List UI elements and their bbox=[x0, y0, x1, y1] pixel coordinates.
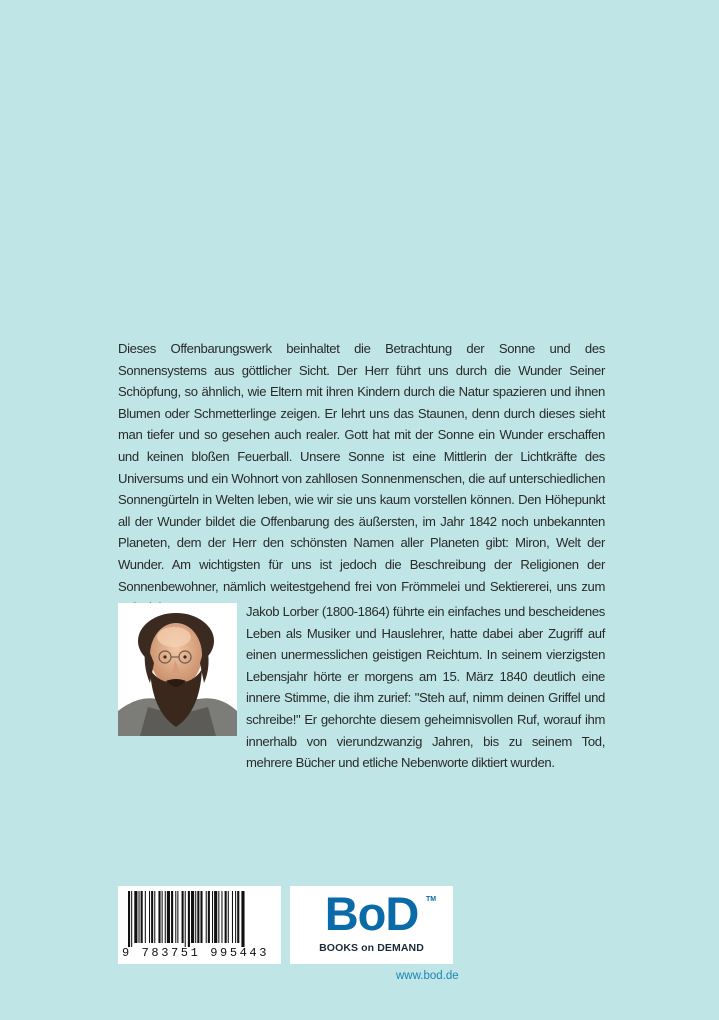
publisher-website-link[interactable]: www.bod.de bbox=[396, 970, 459, 982]
barcode-bar bbox=[214, 891, 217, 943]
barcode-bar bbox=[162, 891, 163, 943]
trademark-mark: TM bbox=[426, 896, 437, 903]
barcode-bar bbox=[206, 891, 207, 943]
barcode-bar bbox=[195, 891, 196, 943]
barcode-bar bbox=[200, 891, 202, 943]
barcode-bar bbox=[151, 891, 153, 943]
barcode-bar bbox=[235, 891, 236, 943]
barcode-bar bbox=[228, 891, 229, 943]
isbn-digits: 9 783751 995443 bbox=[122, 946, 270, 960]
barcode-bar bbox=[177, 891, 178, 943]
barcode-bar bbox=[208, 891, 210, 943]
barcode-bar bbox=[141, 891, 143, 943]
barcode-bar bbox=[218, 891, 219, 943]
bod-logo: BoD bbox=[324, 887, 419, 940]
barcode-bar bbox=[171, 891, 173, 943]
barcode-bar bbox=[212, 891, 213, 943]
barcode-bar bbox=[158, 891, 160, 943]
barcode-bar bbox=[225, 891, 227, 943]
barcode-bar bbox=[154, 891, 155, 943]
barcode-bar bbox=[134, 891, 137, 943]
barcode-bar bbox=[241, 891, 244, 947]
barcode-bar bbox=[165, 891, 166, 943]
barcode-bar bbox=[182, 891, 184, 943]
barcode-bar bbox=[131, 891, 132, 947]
barcode-bar bbox=[149, 891, 150, 943]
publisher-logo-box bbox=[290, 886, 453, 964]
barcode-bar bbox=[145, 891, 146, 943]
barcode-bar bbox=[188, 891, 190, 947]
barcode-bar bbox=[128, 891, 130, 947]
barcode-bar bbox=[232, 891, 233, 943]
barcode-bar bbox=[139, 891, 140, 943]
barcode-bar bbox=[175, 891, 176, 943]
isbn-barcode bbox=[118, 886, 281, 964]
barcode-bar bbox=[191, 891, 194, 943]
back-cover-blurb: Dieses Offenbarungswerk beinhaltet die Betrachtung der Sonne und des Sonnensystems aus göttlicher Sicht. Der Herr führt uns durch die Wunder Seiner Schöpfung, so ähnlich, wie Eltern mit ihren Kindern durch die Natur spazieren und ihnen Blumen oder Schmetterlinge zeigen. Er lehrt uns das Staunen, denn durch dieses sieht man tiefer und so gesehen auch realer. Gott hat mit der Sonne ein Wunder erschaffen und keinen bloßen Feuerball. Unsere Sonne ist eine Mittlerin der Lichtkräfte des Universums und ein Wohnort von zahllosen Sonnenmenschen, die auf unterschiedlichen Sonnengürteln in Welten leben, wie wir sie uns kaum vorstellen können. Den Höhepunkt all der Wunder bildet die Offenbarung des äußersten, im Jahr 1842 noch unbekannten Planeten, dem der Herr den schönsten Namen aller Planeten gibt: Miron, Welt der Wunder. Am wichtigsten für uns ist jedoch die Beschreibung der Religionen der Sonnenbewohner, nämlich weitestgehend frei von Frömmelei und Sektiererei, uns zum bbox=[118, 341, 605, 594]
author-portrait bbox=[118, 603, 237, 736]
barcode-bar bbox=[221, 891, 222, 943]
barcode-bar bbox=[167, 891, 170, 943]
barcode-bar bbox=[197, 891, 199, 943]
publisher-tagline: BOOKS on DEMAND bbox=[319, 942, 424, 954]
barcode-bar bbox=[237, 891, 239, 943]
author-biography: Jakob Lorber (1800-1864) führte ein einfaches und bescheidenes Leben als Musiker und Hauslehrer, hatte dabei aber Zugriff auf einen unermesslichen geistigen Reichtum. In seinem vierzigsten Lebensjahr hörte er morgens am 15. März 1840 deutlich eine innere Stimme, die ihm zurief: "Steh auf, nimm deinen Griffel und schreibe!" Er gehorchte diesem geheimnisvollen Ruf, worauf ihm innerhalb von vierundzwanzig Jahren, bis zu seinem Tod, mehrere Bücher und etliche Nebenworte diktiert wurden. bbox=[246, 604, 605, 771]
barcode-bar bbox=[185, 891, 186, 947]
barcode-bars bbox=[126, 891, 273, 947]
